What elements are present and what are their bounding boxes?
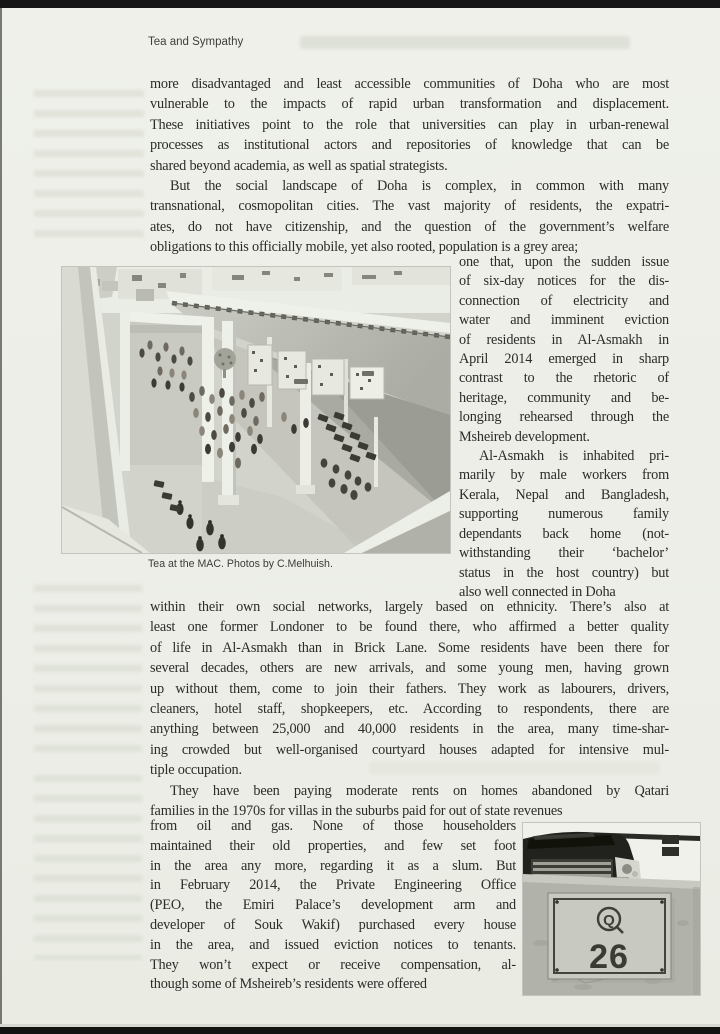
text-line: processes as institutional actors and repositories of knowledge that can be	[150, 137, 669, 154]
text-line: They have been paying moderate rents on homes abandoned by Qatari	[170, 782, 669, 799]
body-text-bottom-left	[150, 817, 516, 995]
scan-edge-left	[0, 8, 2, 1027]
text-line: vulnerable to the impacts of rapid urban transformation and displacement.	[150, 96, 669, 113]
text-line: They won’t expect or receive compensation, al-	[150, 956, 516, 973]
text-line: ing crowded but well-organised courtyard houses adapted for intensive mul-	[150, 741, 669, 758]
text-line: one that, upon the sudden issue	[459, 254, 669, 270]
text-line: anything between 25,000 and 40,000 residents in the area, many time-shar-	[150, 721, 669, 738]
bleed-through-left-top	[34, 90, 144, 242]
text-line: obligations to this officially mobile, yet also rooted, population is a grey area;	[150, 239, 579, 256]
text-line: developer of Souk Wakif) purchased every house	[150, 916, 516, 933]
photo-sign-26	[523, 823, 700, 995]
body-text-middle	[150, 597, 669, 821]
text-line: These initiatives point to the role that universities can play in urban-renewal	[150, 116, 669, 133]
text-line: Msheireb development.	[459, 428, 590, 445]
running-header: Tea and Sympathy	[148, 36, 244, 48]
text-line: shared beyond academia, as well as spatial strategists.	[150, 157, 448, 174]
text-line: marily by male workers from	[459, 467, 669, 484]
photo-courtyard-svg	[62, 267, 450, 553]
text-line: ates, do not have citizenship, and the question of the government’s welfare	[150, 218, 669, 235]
text-line: But the social landscape of Doha is complex, in common with many	[170, 178, 669, 195]
text-line: of life in Al-Asmakh than in Brick Lane. Some residents have been there for	[150, 639, 669, 656]
text-line: in the area any more, regarding it as a slum. But	[150, 857, 516, 874]
text-line: transnational, cosmopolitan cities. The vast majority of residents, the expatri-	[150, 198, 669, 215]
text-line: also well connected in Doha	[459, 583, 616, 600]
text-line: cleaners, hotel staff, shopkeepers, etc. According to respondents, there are	[150, 701, 669, 718]
text-line: in February 2014, the Private Engineering Office	[150, 877, 516, 894]
text-line: withstanding their ‘bachelor’	[459, 545, 669, 562]
text-line: Kerala, Nepal and Bangladesh,	[459, 486, 669, 503]
text-line: longing rehearsed through the	[459, 409, 669, 426]
bleed-through-left-bottom	[34, 775, 142, 960]
text-line: tiple occupation.	[150, 762, 242, 779]
text-line: though some of Msheireb’s residents were offered	[150, 976, 427, 993]
photo-caption: Tea at the MAC. Photos by C.Melhuish.	[148, 558, 333, 570]
text-line: dependants back home (not-	[459, 525, 669, 542]
text-line: of residents in Al-Asmakh in	[459, 331, 669, 348]
sign-number: 26	[589, 938, 629, 976]
text-line: least one former Londoner to be found there, who affirmed a better quality	[150, 619, 669, 636]
text-line: maintained their old properties, and few set foot	[150, 837, 516, 854]
scan-edge-bottom	[0, 1027, 720, 1034]
q-logo-letter: Q	[603, 912, 615, 929]
text-line: heritage, community and be-	[459, 389, 669, 406]
text-line: several decades, others are new arrivals, and some young men, having grown	[150, 660, 669, 677]
text-line: families in the 1970s for villas in the suburbs paid for out of state revenues	[150, 803, 563, 820]
text-line: connection of electricity and	[459, 292, 669, 309]
text-line: in the area, and issued eviction notices to tenants.	[150, 936, 516, 953]
text-line: more disadvantaged and least accessible communities of Doha who are most	[150, 76, 669, 92]
photo-sign-svg	[523, 823, 700, 995]
photo-courtyard-tea-gathering	[62, 267, 450, 553]
text-line: within their own social networks, largely based on ethnicity. There’s also at	[150, 599, 669, 615]
suv-front	[523, 832, 641, 882]
text-line: contrast to the rhetoric of	[459, 370, 669, 387]
text-line: up without them, come to join their fathers. They work as labourers, drivers,	[150, 680, 669, 697]
text-line: of six-day notices for the dis-	[459, 273, 669, 290]
text-line: Al-Asmakh is inhabited pri-	[479, 448, 669, 465]
text-line: status in the host country) but	[459, 564, 669, 581]
bleed-through-header	[300, 36, 630, 49]
text-line: (PEO, the Emiri Palace’s development arm and	[150, 897, 516, 914]
scan-edge-top	[0, 0, 720, 8]
text-line: from oil and gas. None of those householders	[150, 818, 516, 834]
text-line: April 2014 emerged in sharp	[459, 351, 669, 368]
text-line: water and imminent eviction	[459, 312, 669, 329]
text-line: supporting numerous family	[459, 506, 669, 523]
number-plaque	[548, 893, 675, 983]
body-text-top	[150, 74, 669, 258]
body-text-right-column	[459, 253, 669, 602]
bleed-through-left-mid	[34, 585, 142, 755]
